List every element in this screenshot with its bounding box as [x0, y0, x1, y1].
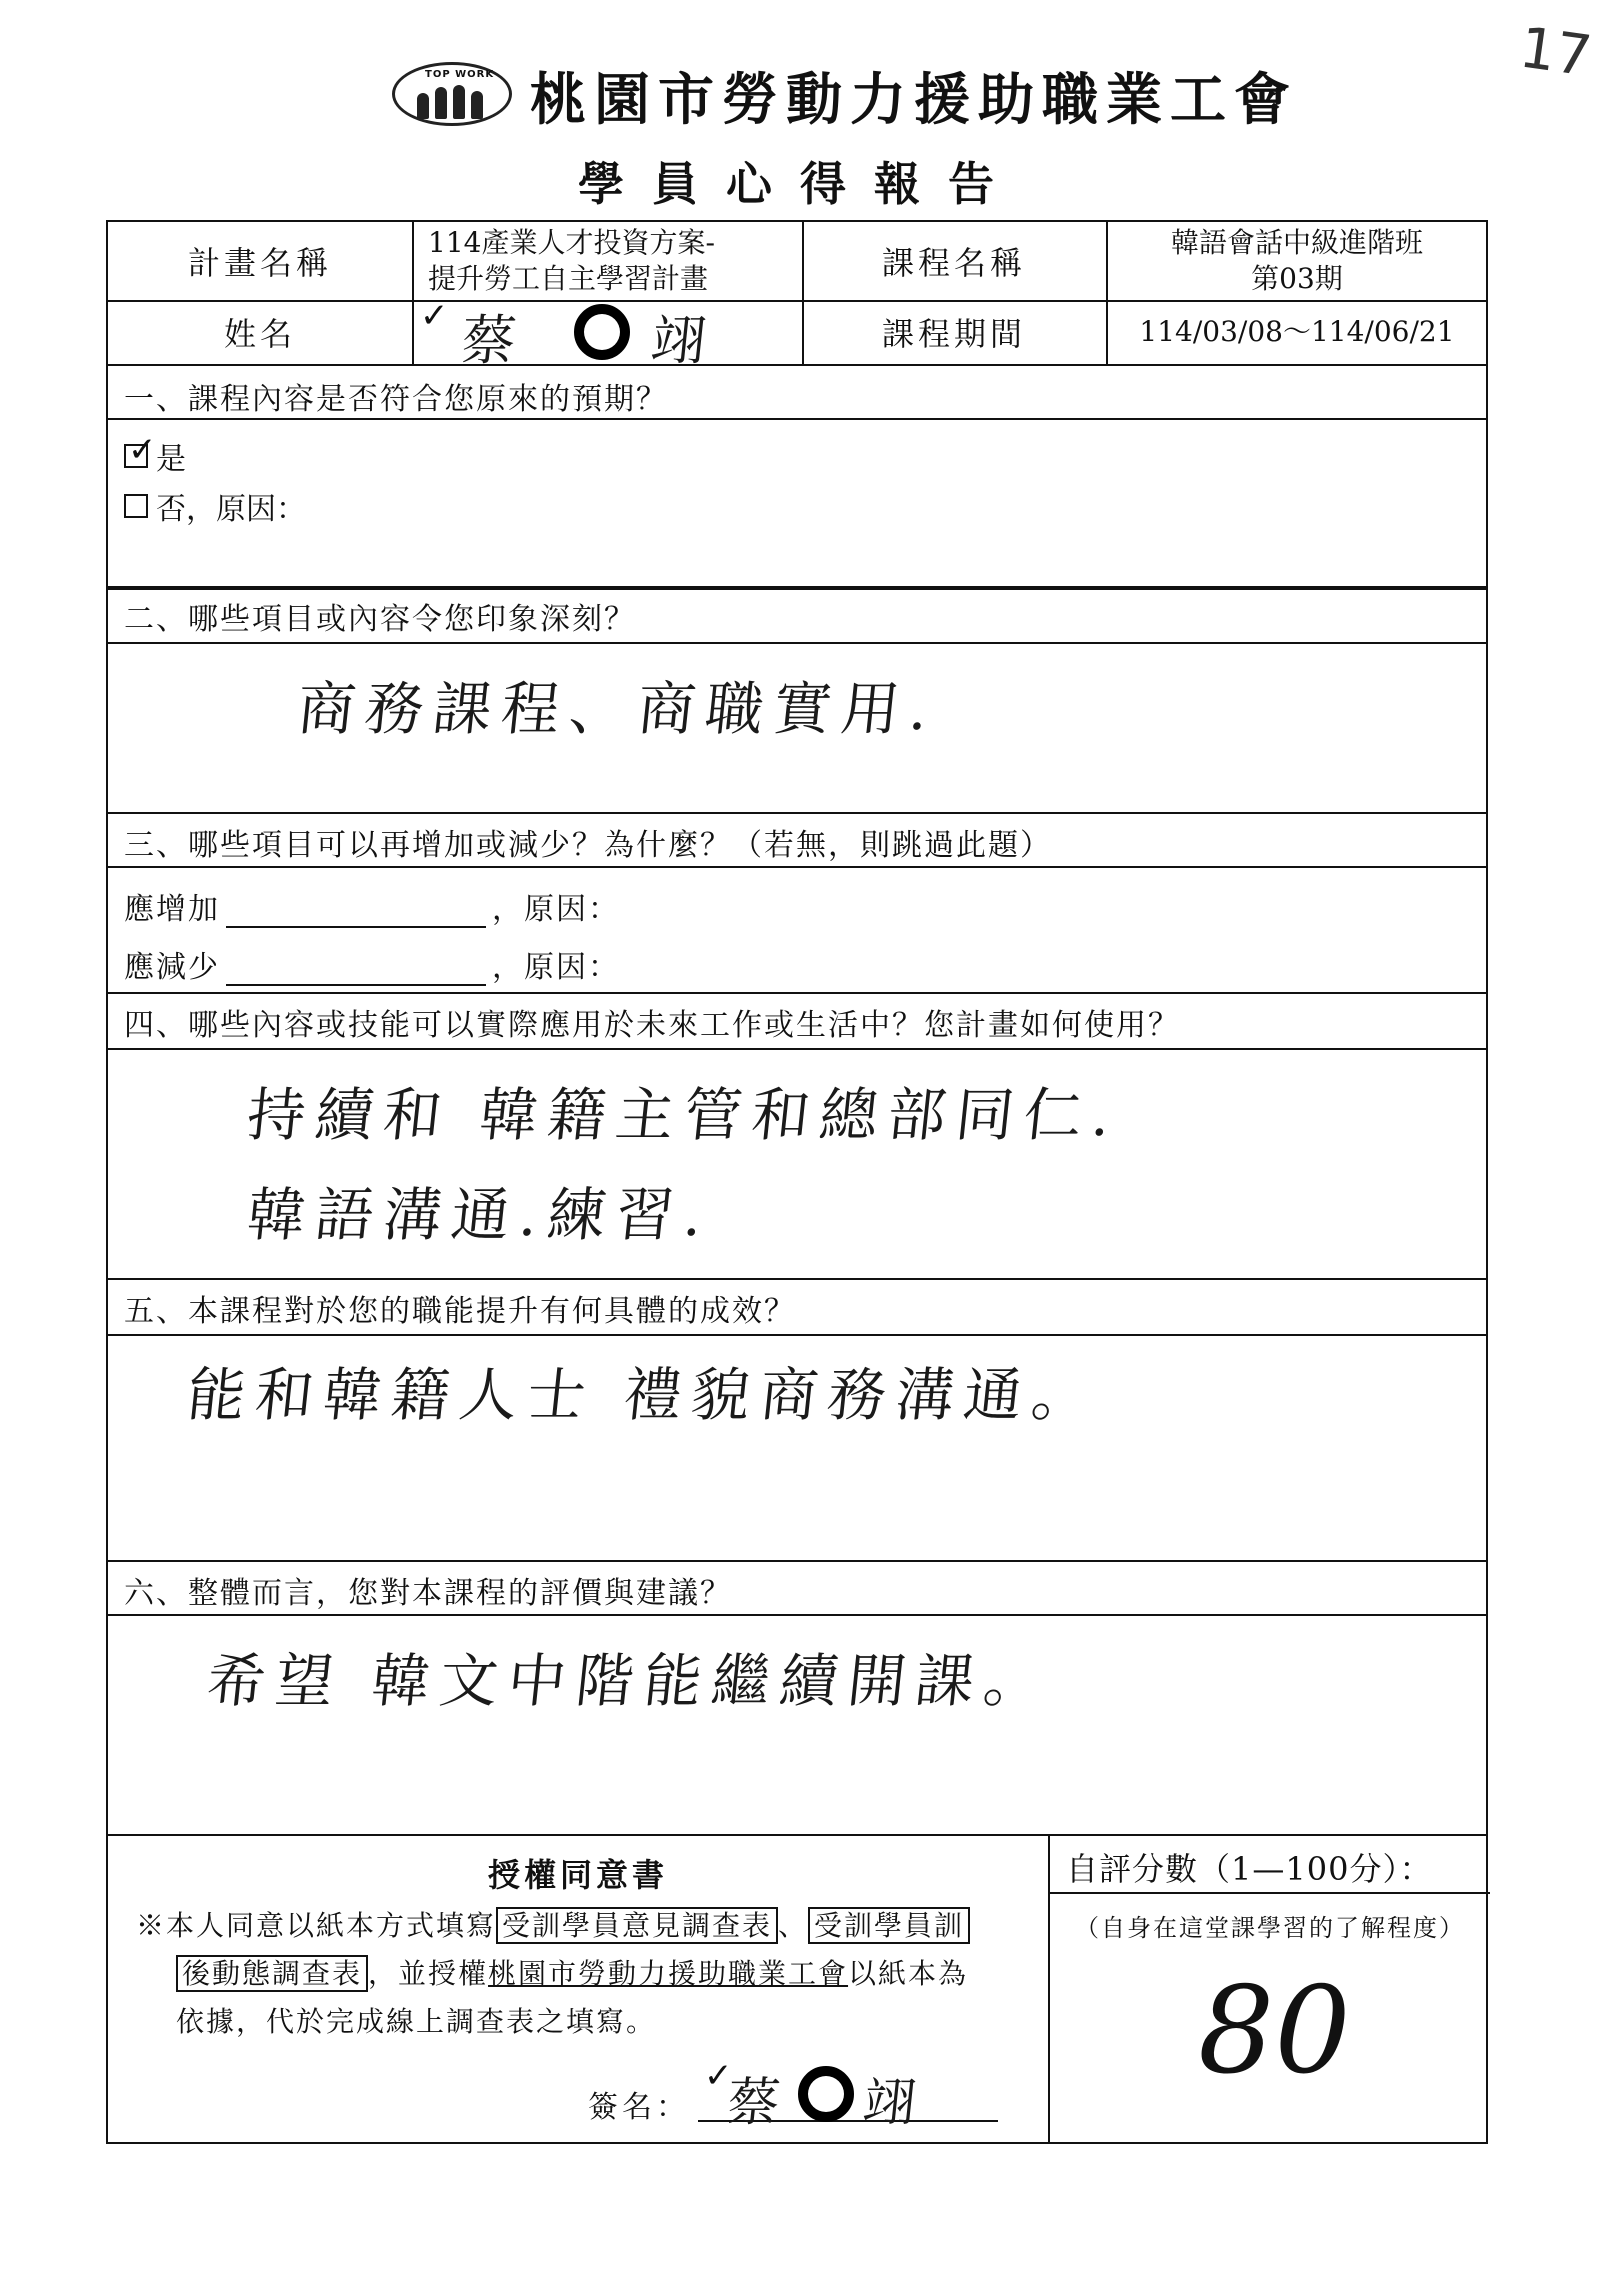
q6-answer: 希望 韓文中階能繼續開課。 [203, 1647, 1056, 1715]
plan-value [412, 222, 802, 300]
auth-sep: 、 [778, 1909, 809, 1942]
auth-text-end: 依據，代於完成線上調查表之填寫。 [176, 2005, 657, 2038]
name-value [412, 296, 802, 372]
auth-text-mid2: 以紙本為 [848, 1957, 969, 1990]
auth-text [136, 1902, 1036, 2046]
plan-label: 計畫名稱 [187, 244, 332, 282]
q2-question: 二、哪些項目或內容令您印象深刻？ [124, 602, 636, 637]
name-check-mark: ✓ [420, 296, 449, 336]
page-number: 17 [1515, 15, 1596, 90]
course-value [1106, 222, 1488, 300]
q6-question: 六、整體而言，您對本課程的評價與建議？ [124, 1576, 732, 1611]
q3-question: 三、哪些項目可以再增加或減少？為什麼？（若無，則跳過此題） [124, 828, 1052, 863]
q3-add-field[interactable] [226, 896, 486, 928]
q1-question: 一、課程內容是否符合您原來的預期？ [124, 382, 668, 417]
plan-value-line2: 提升勞工自主學習計畫 [428, 262, 709, 295]
q4-answer-line2: 韓語溝通.練習. [243, 1181, 716, 1249]
name-handwritten-start: 蔡 [458, 309, 529, 372]
name-label: 姓名 [223, 315, 296, 353]
auth-form2-part1: 受訓學員訓 [808, 1907, 970, 1944]
report-form [106, 220, 1488, 2144]
q1-yes-checkbox[interactable] [124, 430, 157, 470]
q3-reduce-reason-label: ，原因： [492, 950, 620, 985]
q3-reduce-field[interactable] [226, 954, 486, 986]
q1-option-yes[interactable] [124, 430, 186, 478]
auth-text-prefix: ※本人同意以紙本方式填寫 [136, 1909, 497, 1942]
auth-org: 桃園市勞動力援助職業工會 [488, 1957, 849, 1990]
q1-option-no[interactable] [124, 484, 306, 528]
name-handwritten-end: 翊 [648, 309, 719, 372]
plan-value-line1: 114產業人才投資方案- [428, 226, 715, 259]
document-title: 學員心得報告 [578, 157, 1022, 211]
q1-no-checkbox[interactable] [124, 494, 148, 518]
q5-answer: 能和韓籍人士 禮貌商務溝通。 [183, 1361, 1104, 1429]
header [0, 50, 1600, 150]
logo-text: TOP WORK [425, 69, 495, 80]
score-note: （自身在這堂課學習的了解程度） [1075, 1914, 1465, 1942]
course-label: 課程名稱 [881, 244, 1026, 282]
auth-text-mid: ，並授權 [368, 1957, 489, 1990]
q4-answer-line1: 持續和 韓籍主管和總部同仁. [243, 1081, 1124, 1149]
course-value-line2: 第03期 [1251, 262, 1343, 295]
course-value-line1: 韓語會話中級進階班 [1170, 226, 1423, 259]
check-mark-icon: ✓ [128, 430, 157, 470]
auth-form2-part2: 後動態調查表 [176, 1955, 368, 1992]
q3-reduce-label: 應減少 [124, 950, 220, 985]
period-label: 課程期間 [881, 315, 1026, 353]
score-value: 80 [1198, 1962, 1351, 2101]
org-name: 桃園市勞動力援助職業工會 [530, 68, 1298, 133]
q1-no-label: 否，原因： [156, 492, 306, 527]
signature-row [588, 2056, 1028, 2133]
q5-question: 五、本課程對於您的職能提升有何具體的成效？ [124, 1294, 796, 1329]
q1-yes-label: 是 [156, 442, 186, 477]
sign-check-mark: ✓ [704, 2056, 733, 2096]
signature-handwritten-start: 蔡 [724, 2073, 793, 2133]
auth-form1: 受訓學員意見調查表 [496, 1907, 778, 1944]
redaction-circle-icon [574, 304, 630, 360]
logo-figures-icon [413, 83, 493, 119]
q4-question: 四、哪些內容或技能可以實際應用於未來工作或生活中？您計畫如何使用？ [124, 1008, 1180, 1043]
score-label: 自評分數（1—100分）： [1066, 1850, 1433, 1888]
q3-add-label: 應增加 [124, 892, 220, 927]
q3-add-reason-label: ，原因： [492, 892, 620, 927]
q3-reduce-row [124, 942, 620, 986]
auth-title: 授權同意書 [487, 1856, 668, 1894]
org-logo [392, 62, 512, 126]
signature-handwritten-end: 翊 [860, 2073, 929, 2133]
q2-answer: 商務課程、商職實用. [293, 675, 942, 743]
sign-label: 簽名： [588, 2090, 690, 2125]
redaction-circle-icon [798, 2066, 854, 2122]
period-value: 114/03/08～114/06/21 [1139, 315, 1455, 348]
q3-add-row [124, 884, 620, 928]
